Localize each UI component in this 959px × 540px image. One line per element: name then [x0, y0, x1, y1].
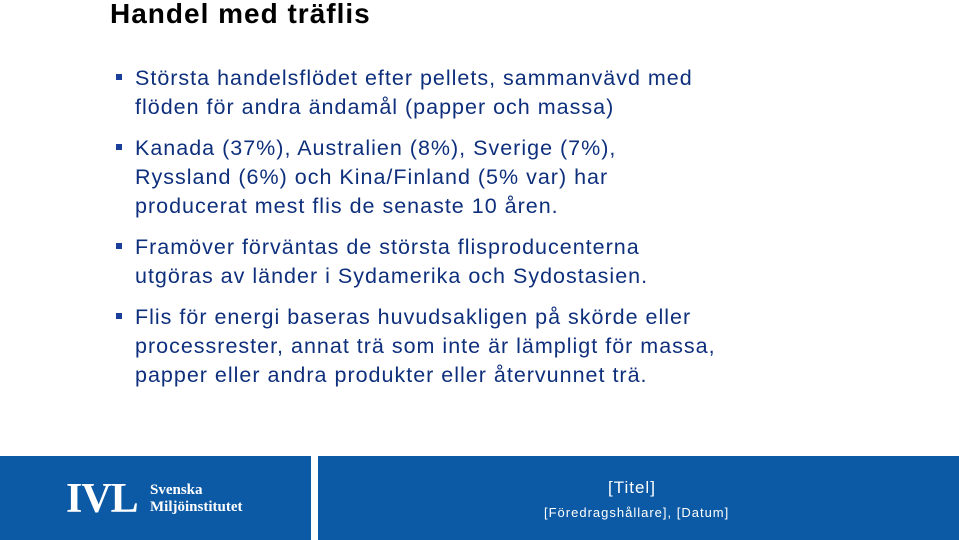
bullet-item — [116, 303, 946, 390]
footer-info-panel — [318, 456, 959, 540]
bullet-text-line: Kanada (37%), Australien (8%), Sverige (7%), — [135, 136, 617, 160]
bullet-text-line: producerat mest flis de senaste 10 åren. — [135, 194, 559, 218]
bullet-text-line: processrester, annat trä som inte är lämpligt för massa, — [135, 334, 716, 358]
bullet-text-line: Ryssland (6%) och Kina/Finland (5% var) har — [135, 165, 609, 189]
footer-title: [Titel] — [608, 478, 656, 497]
logo-name-line1: Svenska — [150, 482, 203, 498]
slide-title: Handel med träflis — [110, 0, 371, 29]
bullet-item — [116, 233, 946, 291]
logo-name-line2: Miljöinstitutet — [150, 499, 243, 515]
bullet-item — [116, 134, 946, 221]
square-bullet-icon — [116, 313, 122, 319]
bullet-list — [116, 64, 946, 402]
bullet-text-line: papper eller andra produkter eller återvunnet trä. — [135, 363, 648, 387]
bullet-text-line: Framöver förväntas de största flisproducenterna — [135, 235, 640, 259]
ivl-logo — [66, 476, 256, 522]
logo-abbreviation: IVL — [66, 476, 138, 522]
bullet-text-line: Största handelsflödet efter pellets, sammanvävd med — [135, 66, 693, 90]
bullet-item — [116, 64, 946, 122]
bullet-text-line: flöden för andra ändamål (papper och massa) — [135, 95, 615, 119]
square-bullet-icon — [116, 144, 122, 150]
bullet-text-line: utgöras av länder i Sydamerika och Sydostasien. — [135, 264, 649, 288]
footer-presenter-date: [Föredragshållare], [Datum] — [544, 505, 730, 520]
footer-bar — [0, 456, 959, 540]
square-bullet-icon — [116, 74, 122, 80]
footer-logo-panel — [0, 456, 311, 540]
bullet-text-line: Flis för energi baseras huvudsakligen på skörde eller — [135, 305, 692, 329]
square-bullet-icon — [116, 243, 122, 249]
